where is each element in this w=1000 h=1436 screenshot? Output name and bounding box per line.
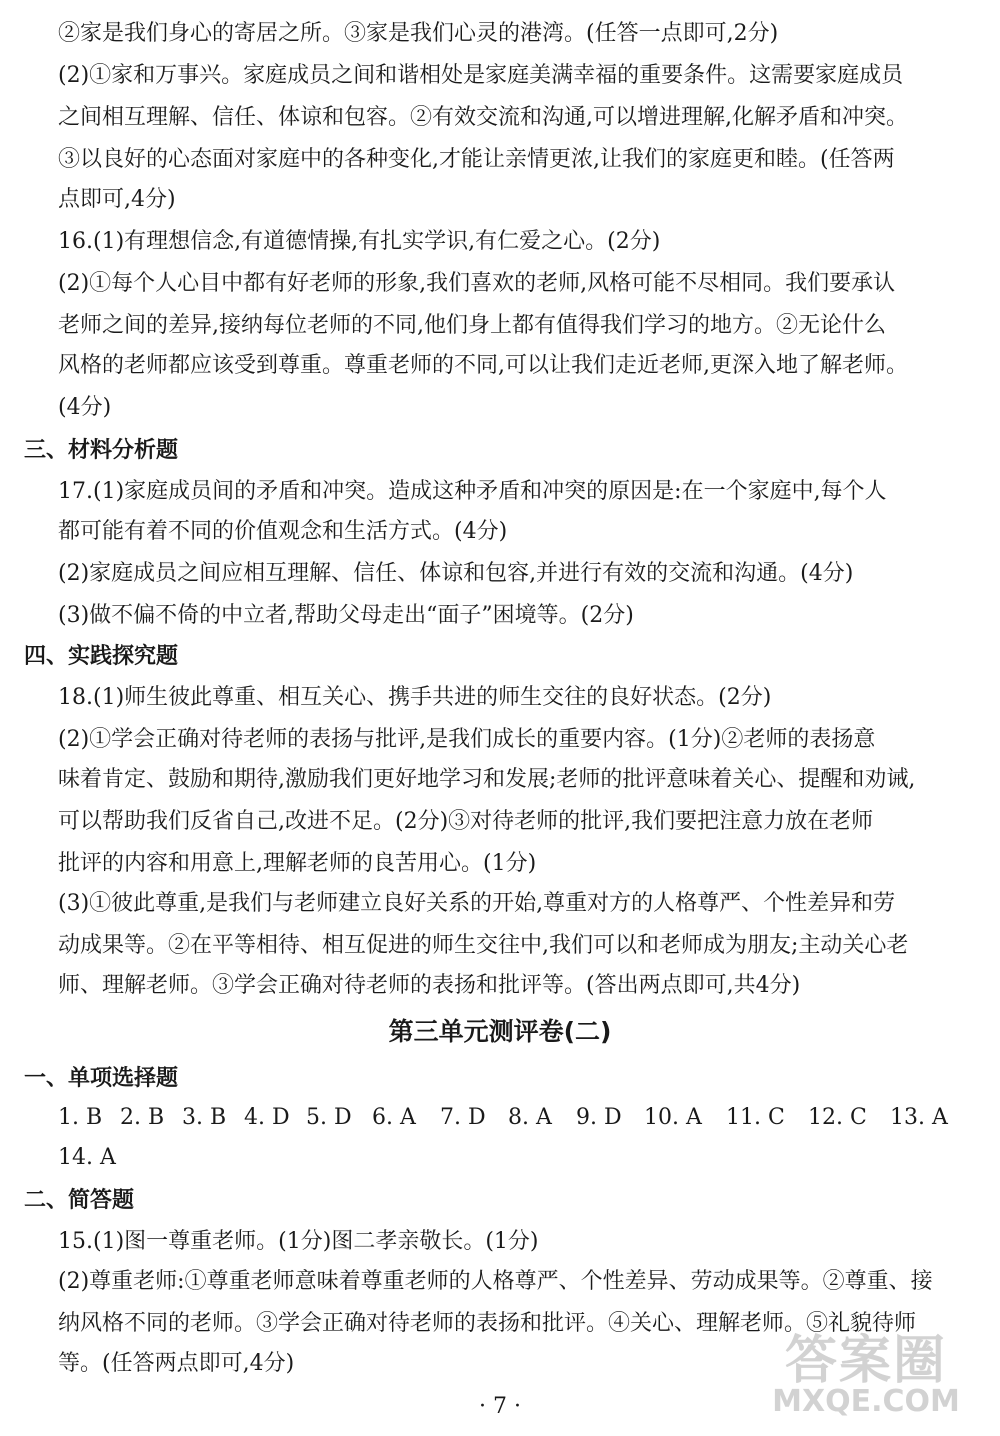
watermark-url: MXQE.COM <box>772 1384 960 1419</box>
text-line: (2)①学会正确对待老师的表扬与批评,是我们成长的重要内容。(1分)②老师的表扬意 <box>58 727 876 752</box>
answer-item: 4. D <box>244 1105 290 1130</box>
text-line: 动成果等。②在平等相待、相互促进的师生交往中,我们可以和老师成为朋友;主动关心老 <box>58 933 909 958</box>
text-line: (4分) <box>58 395 112 420</box>
answer-item: 10. A <box>644 1105 702 1130</box>
text-line: ②家是我们身心的寄居之所。③家是我们心灵的港湾。(任答一点即可,2分) <box>58 21 779 46</box>
text-line: 味着肯定、鼓励和期待,激励我们更好地学习和发展;老师的批评意味着关心、提醒和劝诫, <box>58 767 916 792</box>
answer-item: 6. A <box>372 1105 416 1130</box>
answer-item: 11. C <box>726 1105 785 1130</box>
text-line: 16.(1)有理想信念,有道德情操,有扎实学识,有仁爱之心。(2分) <box>58 229 661 254</box>
unit-title: 第三单元测评卷(二) <box>388 1017 612 1046</box>
watermark-text: 答案圈 <box>784 1331 947 1391</box>
answer-row <box>0 1098 1000 1138</box>
text-line: (2)①家和万事兴。家庭成员之间和谐相处是家庭美满幸福的重要条件。这需要家庭成员 <box>58 63 904 88</box>
answer-item: 9. D <box>576 1105 622 1130</box>
text-line: 等。(任答两点即可,4分) <box>58 1351 295 1376</box>
answer-item: 2. B <box>120 1105 165 1130</box>
text-line: (2)①每个人心目中都有好老师的形象,我们喜欢的老师,风格可能不尽相同。我们要承认 <box>58 271 896 296</box>
text-line: 可以帮助我们反省自己,改进不足。(2分)③对待老师的批评,我们要把注意力放在老师 <box>58 809 874 834</box>
section-heading: 四、实践探究题 <box>24 643 179 669</box>
section-heading: 二、简答题 <box>24 1187 135 1213</box>
text-line: (3)①彼此尊重,是我们与老师建立良好关系的开始,尊重对方的人格尊严、个性差异和劳 <box>58 891 896 916</box>
section-heading: 三、材料分析题 <box>24 437 179 463</box>
text-line: (2)尊重老师:①尊重老师意味着尊重老师的人格尊严、个性差异、劳动成果等。②尊重、接 <box>58 1269 933 1294</box>
text-line: 18.(1)师生彼此尊重、相互关心、携手共进的师生交往的良好状态。(2分) <box>58 685 772 710</box>
text-line: ③以良好的心态面对家庭中的各种变化,才能让亲情更浓,让我们的家庭更和睦。(任答两 <box>58 147 895 172</box>
text-line: 都可能有着不同的价值观念和生活方式。(4分) <box>58 519 508 544</box>
answer-item: 3. B <box>182 1105 227 1130</box>
answer-item: 5. D <box>306 1105 352 1130</box>
answer-item: 8. A <box>508 1105 552 1130</box>
text-line: 纳风格不同的老师。③学会正确对待老师的表扬和批评。④关心、理解老师。⑤礼貌待师 <box>58 1311 917 1336</box>
answer-item: 13. A <box>890 1105 948 1130</box>
text-line: 之间相互理解、信任、体谅和包容。②有效交流和沟通,可以增进理解,化解矛盾和冲突。 <box>58 105 908 130</box>
text-line: 17.(1)家庭成员间的矛盾和冲突。造成这种矛盾和冲突的原因是:在一个家庭中,每个人 <box>58 479 887 504</box>
page-number: · 7 · <box>479 1394 521 1419</box>
text-line: 老师之间的差异,接纳每位老师的不同,他们身上都有值得我们学习的地方。②无论什么 <box>58 313 886 338</box>
text-line: (3)做不偏不倚的中立者,帮助父母走出“面子”困境等。(2分) <box>58 603 634 628</box>
section-heading: 一、单项选择题 <box>24 1065 179 1091</box>
text-line: 批评的内容和用意上,理解老师的良苦用心。(1分) <box>58 851 537 876</box>
answer-item: 12. C <box>808 1105 867 1130</box>
text-line: 14. A <box>58 1145 116 1170</box>
answer-item: 7. D <box>440 1105 486 1130</box>
text-line: 点即可,4分) <box>58 187 176 212</box>
text-line: 师、理解老师。③学会正确对待老师的表扬和批评等。(答出两点即可,共4分) <box>58 973 801 998</box>
watermark-logo <box>746 1318 986 1428</box>
text-line: 风格的老师都应该受到尊重。尊重老师的不同,可以让我们走近老师,更深入地了解老师。 <box>58 353 908 378</box>
text-line: 15.(1)图一尊重老师。(1分)图二孝亲敬长。(1分) <box>58 1229 539 1254</box>
answer-item: 1. B <box>58 1105 103 1130</box>
text-line: (2)家庭成员之间应相互理解、信任、体谅和包容,并进行有效的交流和沟通。(4分) <box>58 561 854 586</box>
